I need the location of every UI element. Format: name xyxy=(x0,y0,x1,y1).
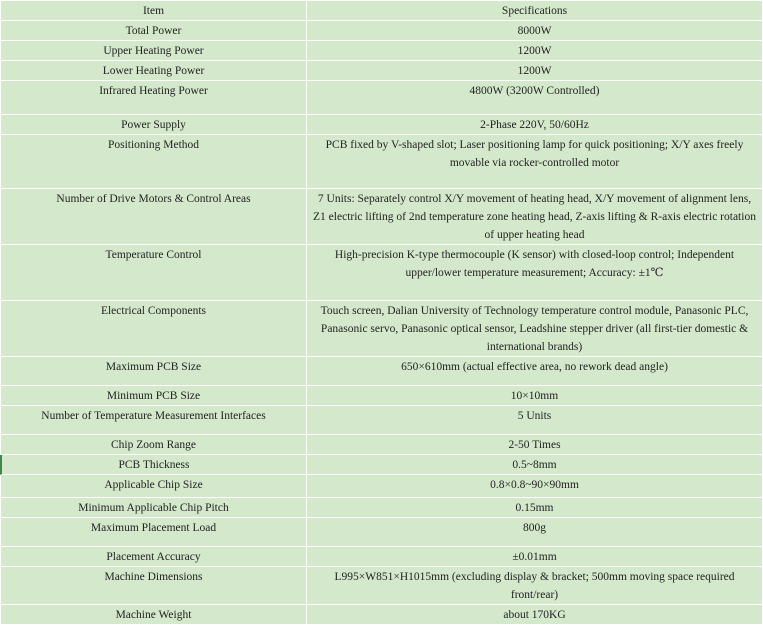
row-item: Maximum Placement Load xyxy=(0,518,307,547)
row-item: Power Supply xyxy=(0,115,307,135)
table-row xyxy=(0,245,763,301)
row-spec: 800g xyxy=(307,518,763,547)
row-spec: 0.5~8mm xyxy=(307,455,763,475)
row-item: Minimum PCB Size xyxy=(0,386,307,406)
row-item: Placement Accuracy xyxy=(0,547,307,567)
row-item: Machine Dimensions xyxy=(0,567,307,605)
row-item: Applicable Chip Size xyxy=(0,475,307,498)
table-row xyxy=(0,357,763,386)
table-row xyxy=(0,455,763,475)
table-row xyxy=(0,301,763,357)
row-spec: 7 Units: Separately control X/Y movement of heating head, X/Y movement of alignment lens, Z1 electric lifting of 2nd temperature zone heating head, Z-axis lifting & R-axis electric rotation of upper heating head xyxy=(307,189,763,245)
header-item: Item xyxy=(0,0,307,21)
header-row xyxy=(0,0,763,21)
row-spec: ±0.01mm xyxy=(307,547,763,567)
table-row xyxy=(0,498,763,518)
row-spec: 2-Phase 220V, 50/60Hz xyxy=(307,115,763,135)
row-item: Machine Weight xyxy=(0,605,307,625)
table-row xyxy=(0,81,763,115)
row-spec: 1200W xyxy=(307,61,763,81)
row-spec: L995×W851×H1015mm (excluding display & bracket; 500mm moving space required front/rear) xyxy=(307,567,763,605)
header-specifications: Specifications xyxy=(307,0,763,21)
row-item: Upper Heating Power xyxy=(0,41,307,61)
row-item: Temperature Control xyxy=(0,245,307,301)
table-row xyxy=(0,61,763,81)
row-spec: 8000W xyxy=(307,21,763,41)
table-row xyxy=(0,189,763,245)
table-row xyxy=(0,435,763,455)
row-item: Infrared Heating Power xyxy=(0,81,307,115)
table-row xyxy=(0,41,763,61)
row-item: Lower Heating Power xyxy=(0,61,307,81)
table-row xyxy=(0,475,763,498)
row-item: PCB Thickness xyxy=(0,455,307,475)
table-row xyxy=(0,518,763,547)
row-item: Total Power xyxy=(0,21,307,41)
row-item: Number of Temperature Measurement Interfaces xyxy=(0,406,307,435)
row-item: Maximum PCB Size xyxy=(0,357,307,386)
table-row xyxy=(0,547,763,567)
row-spec: High-precision K-type thermocouple (K sensor) with closed-loop control; Independent upper/lower temperature measurement; Accuracy: ±1℃ xyxy=(307,245,763,301)
row-item: Positioning Method xyxy=(0,135,307,189)
table-row xyxy=(0,21,763,41)
row-item: Minimum Applicable Chip Pitch xyxy=(0,498,307,518)
row-item: Electrical Components xyxy=(0,301,307,357)
row-spec: 2-50 Times xyxy=(307,435,763,455)
row-item: Number of Drive Motors & Control Areas xyxy=(0,189,307,245)
row-spec: 0.8×0.8~90×90mm xyxy=(307,475,763,498)
table-row xyxy=(0,567,763,605)
row-spec: 10×10mm xyxy=(307,386,763,406)
row-spec: Touch screen, Dalian University of Technology temperature control module, Panasonic PLC, Panasonic servo, Panasonic optical sensor, Leadshine stepper driver (all first-tier domestic & international brands) xyxy=(307,301,763,357)
row-spec: 0.15mm xyxy=(307,498,763,518)
row-spec: about 170KG xyxy=(307,605,763,625)
table-row xyxy=(0,115,763,135)
table-row xyxy=(0,605,763,625)
row-spec: 4800W (3200W Controlled) xyxy=(307,81,763,115)
row-item: Chip Zoom Range xyxy=(0,435,307,455)
row-spec: 1200W xyxy=(307,41,763,61)
table-row xyxy=(0,406,763,435)
table-row xyxy=(0,135,763,189)
row-spec: PCB fixed by V-shaped slot; Laser positioning lamp for quick positioning; X/Y axes freely movable via rocker-controlled motor xyxy=(307,135,763,189)
table-row xyxy=(0,386,763,406)
row-spec: 650×610mm (actual effective area, no rework dead angle) xyxy=(307,357,763,386)
row-spec: 5 Units xyxy=(307,406,763,435)
